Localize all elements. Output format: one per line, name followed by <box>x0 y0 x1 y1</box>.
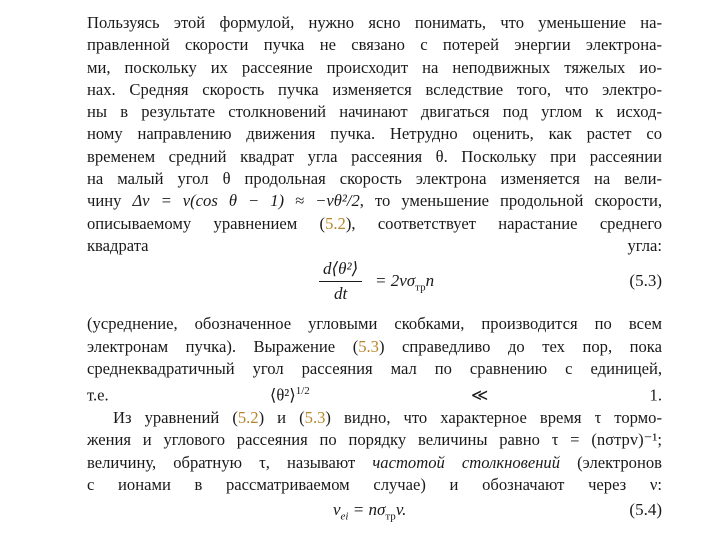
text-line-with-italic <box>87 452 662 474</box>
text-segment: чину <box>87 191 122 211</box>
formula-superscript: 1/2 <box>295 385 310 398</box>
paragraph-2 <box>87 313 662 407</box>
equation-reference-link[interactable]: 5.3 <box>358 336 379 356</box>
text-line: временем средний квадрат угла рассеяния θ. Поскольку при рассеянии <box>87 146 662 166</box>
text-line: ному направлению движения пучка. Нетрудно оценить, как растет со <box>87 124 662 144</box>
rhs-subscript: тр <box>385 510 396 523</box>
rhs-tail: n <box>425 271 435 291</box>
text-line: с ионами в рассматриваемом случае) и обозначают через ν: <box>87 474 662 494</box>
equation-reference-link[interactable]: 5.3 <box>304 407 326 427</box>
text-segment: описываемому уравнением ( <box>87 213 326 233</box>
equation-reference-link[interactable]: 5.2 <box>237 407 259 427</box>
text-segment: величину, обратную τ, называют <box>87 452 373 472</box>
text-line: жения и углового рассеяния по порядку величины равно τ = (nσтрv)⁻¹; <box>87 430 662 450</box>
text-line-with-formula <box>87 380 662 407</box>
text-segment: ) и ( <box>258 407 305 427</box>
equation-5-4 <box>87 496 662 524</box>
text-line-with-reference <box>87 336 662 358</box>
text-line: квадрата угла: <box>87 235 662 255</box>
text-segment: , то уменьшение продольной скорости, <box>359 191 662 211</box>
text-segment: ) видно, что характерное время τ тормо- <box>325 407 663 427</box>
text-segment: Из уравнений ( <box>113 407 238 427</box>
text-line: Пользуясь этой формулой, нужно ясно понимать, что уменьшение на- <box>87 13 662 32</box>
text-line-with-reference <box>87 407 662 429</box>
equation-5-3 <box>87 257 662 313</box>
equation-reference-link[interactable]: 5.2 <box>325 213 346 233</box>
equation-number: (5.3) <box>629 271 662 291</box>
fraction-numerator: d⟨θ²⟩ <box>319 259 362 282</box>
text-segment: электронам пучка). Выражение ( <box>87 336 359 356</box>
paragraph-3 <box>87 407 662 496</box>
text-line: ны в результате столкновений начинают двигаться под углом к исход- <box>87 102 662 122</box>
italic-term: частотой столкновений <box>372 452 561 472</box>
equation-body <box>333 500 406 522</box>
inline-formula: т.е. ⟨θ²⟩ <box>87 385 296 405</box>
text-line-with-formula <box>87 190 662 212</box>
rhs-subscript: тр <box>415 281 426 294</box>
text-line-with-reference <box>87 213 662 235</box>
text-segment: ), соответствует нарастание среднего <box>345 213 663 233</box>
text-line: (усреднение, обозначенное угловыми скобками, производится по всем <box>87 314 662 334</box>
document-page <box>87 12 662 532</box>
text-segment: ≪ 1. <box>309 385 662 405</box>
rhs-text: = 2vσ <box>375 271 416 291</box>
equation-rhs <box>375 271 434 293</box>
lhs-symbol: ν <box>333 500 341 520</box>
text-line: ми, поскольку их рассеяние происходит на неподвижных тяжелых ио- <box>87 57 662 77</box>
fraction-denominator: dt <box>333 284 348 304</box>
text-line: на малый угол θ продольная скорость электрона изменяется на вели- <box>87 169 662 189</box>
lhs-subscript: ei <box>340 510 349 523</box>
paragraph-1 <box>87 12 662 257</box>
text-line: правленной скорости пучка не связано с потерей энергии электрона- <box>87 35 662 55</box>
text-segment: (электронов <box>560 452 662 472</box>
rhs-tail: v. <box>395 500 407 520</box>
fraction <box>319 259 362 304</box>
text-line: среднеквадратичный угол рассеяния мал по сравнению с единицей, <box>87 358 662 378</box>
rhs-text: = nσ <box>348 500 386 520</box>
text-segment: ) справедливо до тех пор, пока <box>378 336 662 356</box>
equation-number: (5.4) <box>629 500 662 520</box>
inline-formula: Δv = v(cos θ − 1) ≈ −vθ²/2 <box>132 191 360 211</box>
text-line: нах. Средняя скорость пучка изменяется вследствие того, что электро- <box>87 79 662 99</box>
